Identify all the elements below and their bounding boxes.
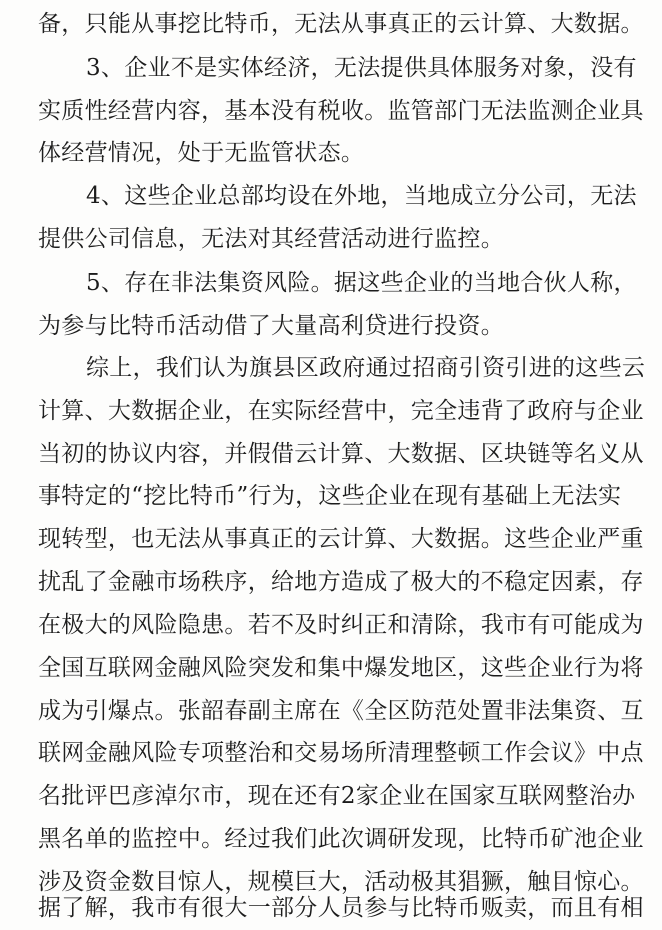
text-line bbox=[0, 517, 662, 561]
text-line bbox=[0, 261, 662, 305]
text-line bbox=[0, 131, 662, 175]
text-line bbox=[0, 346, 662, 390]
text-line-content: 提供公司信息，无法对其经营活动进行监控。 bbox=[38, 226, 504, 252]
text-line-content: 涉及资金数目惊人，规模巨大，活动极其猖獗，触目惊心。 bbox=[38, 869, 644, 895]
text-line-content: 据了解，我市有很大一部分人员参与比特币贩卖，而且有相 bbox=[38, 895, 644, 921]
text-line bbox=[0, 817, 662, 861]
text-line bbox=[0, 603, 662, 647]
text-line bbox=[0, 432, 662, 476]
text-line-content: 黑名单的监控中。经过我们此次调研发现，比特币矿池企业 bbox=[38, 826, 644, 852]
text-line bbox=[0, 560, 662, 604]
text-line-content: 5、存在非法集资风险。据这些企业的当地合伙人称， bbox=[86, 270, 637, 296]
text-line bbox=[0, 174, 662, 218]
text-line-content: 联网金融风险专项整治和交易场所清理整顿工作会议》中点 bbox=[38, 740, 644, 766]
text-line bbox=[0, 731, 662, 775]
text-line bbox=[0, 389, 662, 433]
text-line bbox=[0, 304, 662, 348]
text-line bbox=[0, 89, 662, 133]
text-line-content: 综上，我们认为旗县区政府通过招商引资引进的这些云 bbox=[86, 355, 646, 381]
text-line-content: 实质性经营内容，基本没有税收。监管部门无法监测企业具 bbox=[38, 98, 644, 124]
text-line-content: 现转型，也无法从事真正的云计算、大数据。这些企业严重 bbox=[38, 526, 644, 552]
text-line-content: 全国互联网金融风险突发和集中爆发地区，这些企业行为将 bbox=[38, 655, 644, 681]
text-line bbox=[0, 46, 662, 90]
text-line-content: 体经营情况，处于无监管状态。 bbox=[38, 140, 365, 166]
text-line bbox=[0, 217, 662, 261]
text-line-content: 备，只能从事挖比特币，无法从事真正的云计算、大数据。 bbox=[38, 11, 644, 37]
text-line bbox=[0, 886, 662, 930]
text-line bbox=[0, 474, 662, 518]
text-line-content: 名批评巴彦淖尔市，现在还有2家企业在国家互联网整治办 bbox=[38, 783, 636, 809]
text-line bbox=[0, 689, 662, 733]
text-line bbox=[0, 2, 662, 46]
text-line-content: 计算、大数据企业，在实际经营中，完全违背了政府与企业 bbox=[38, 398, 644, 424]
text-line-content: 事特定的“挖比特币”行为，这些企业在现有基础上无法实 bbox=[38, 483, 622, 509]
text-line-content: 扰乱了金融市场秩序，给地方造成了极大的不稳定因素，存 bbox=[38, 569, 644, 595]
text-line-content: 为参与比特币活动借了大量高利贷进行投资。 bbox=[38, 313, 504, 339]
text-line-content: 在极大的风险隐患。若不及时纠正和清除，我市有可能成为 bbox=[38, 612, 644, 638]
text-line-content: 3、企业不是实体经济，无法提供具体服务对象，没有 bbox=[86, 55, 637, 81]
text-line-content: 当初的协议内容，并假借云计算、大数据、区块链等名义从 bbox=[38, 441, 644, 467]
text-line-content: 成为引爆点。张韶春副主席在《全区防范处置非法集资、互 bbox=[38, 698, 644, 724]
text-line bbox=[0, 774, 662, 818]
text-line bbox=[0, 646, 662, 690]
text-line-content: 4、这些企业总部均设在外地，当地成立分公司，无法 bbox=[86, 183, 637, 209]
